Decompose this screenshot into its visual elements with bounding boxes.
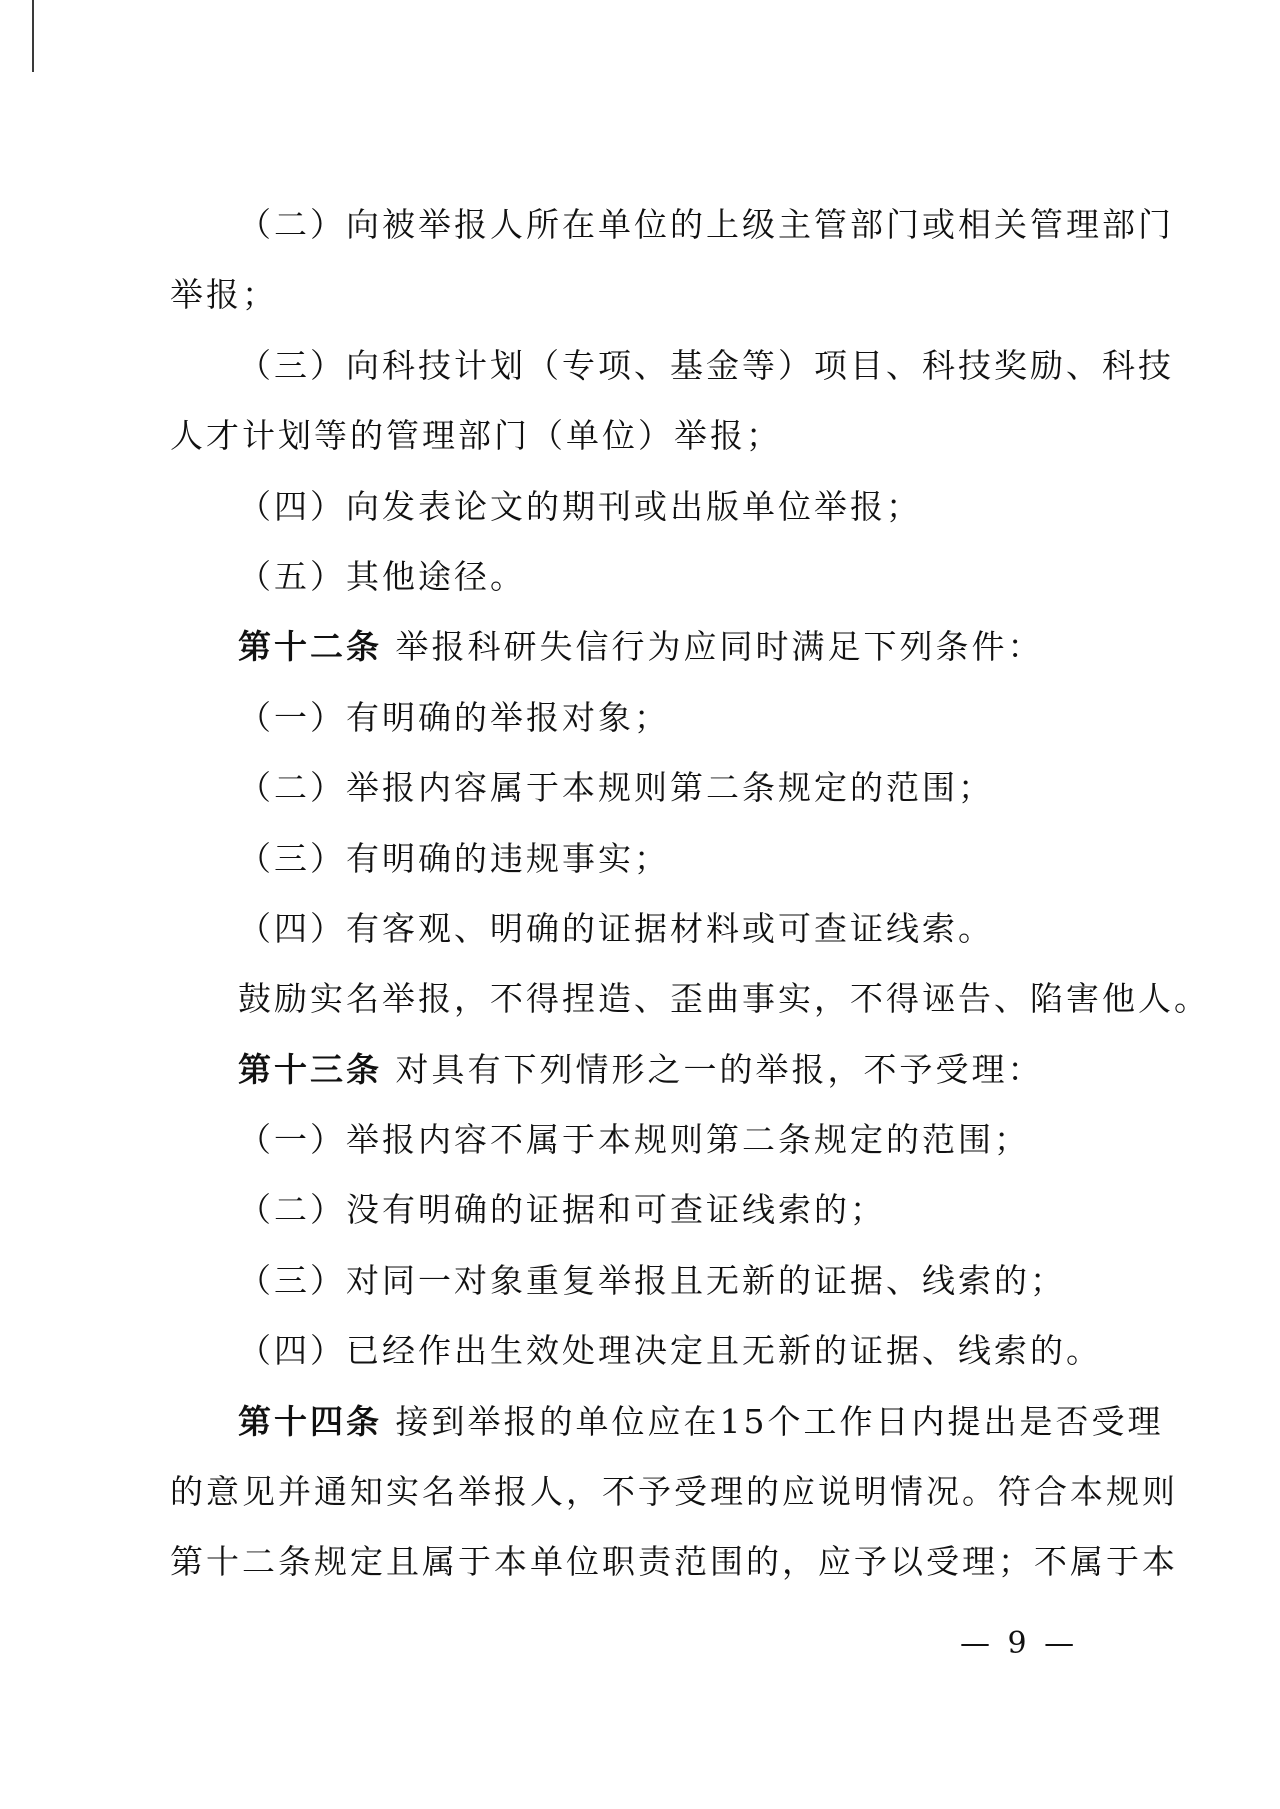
scan-edge-mark (32, 0, 34, 72)
line-text: （二）没有明确的证据和可查证线索的； (238, 1190, 886, 1230)
paragraph-line (170, 1175, 1120, 1245)
line-text: 第十二条规定且属于本单位职责范围的，应予以受理；不属于本 (170, 1542, 1178, 1582)
line-text: （三）向科技计划（专项、基金等）项目、科技奖励、科技 (238, 345, 1174, 385)
article-number: 第十二条 (238, 627, 382, 667)
paragraph-line (170, 331, 1174, 401)
paragraph-line (170, 1316, 1120, 1386)
paragraph-line (170, 894, 1120, 964)
line-text: 举报科研失信行为应同时满足下列条件： (395, 627, 1044, 667)
paragraph-line (170, 472, 1120, 542)
paragraph-line (170, 260, 1120, 330)
article-heading-line (170, 1387, 1164, 1457)
paragraph-line (170, 1105, 1120, 1175)
line-text: （三）有明确的违规事实； (238, 838, 670, 878)
line-text: 接到举报的单位应在15个工作日内提出是否受理 (395, 1401, 1164, 1441)
paragraph-line (170, 824, 1120, 894)
document-body (170, 190, 1210, 1598)
page-number: — 9 — (960, 1626, 1079, 1661)
line-text: 举报； (170, 275, 278, 315)
line-text: 对具有下列情形之一的举报，不予受理： (395, 1049, 1044, 1089)
paragraph-line (170, 683, 1120, 753)
article-heading-line (170, 1035, 1120, 1105)
paragraph-line (170, 1527, 1178, 1597)
line-text: （一）有明确的举报对象； (238, 697, 670, 737)
line-text: 人才计划等的管理部门（单位）举报； (170, 416, 782, 456)
article-number: 第十三条 (238, 1049, 382, 1089)
line-text: （二）向被举报人所在单位的上级主管部门或相关管理部门 (238, 205, 1174, 244)
paragraph-line (170, 401, 1120, 471)
line-text: 的意见并通知实名举报人，不予受理的应说明情况。符合本规则 (170, 1472, 1178, 1512)
line-text: （四）已经作出生效处理决定且无新的证据、线索的。 (238, 1331, 1102, 1371)
line-text: （三）对同一对象重复举报且无新的证据、线索的； (238, 1260, 1066, 1300)
article-heading-line (170, 612, 1120, 682)
paragraph-line (170, 1246, 1120, 1316)
line-text: （二）举报内容属于本规则第二条规定的范围； (238, 768, 994, 808)
paragraph-line (170, 753, 1120, 823)
line-text: 鼓励实名举报，不得捏造、歪曲事实，不得诬告、陷害他人。 (238, 979, 1210, 1019)
line-text: （一）举报内容不属于本规则第二条规定的范围； (238, 1120, 1030, 1160)
line-text: （四）有客观、明确的证据材料或可查证线索。 (238, 908, 994, 948)
line-text: （五）其他途径。 (238, 556, 526, 596)
paragraph-line (170, 190, 1174, 260)
article-number: 第十四条 (238, 1401, 382, 1441)
paragraph-line (170, 542, 1120, 612)
paragraph-line (170, 964, 1210, 1034)
paragraph-line (170, 1457, 1178, 1527)
line-text: （四）向发表论文的期刊或出版单位举报； (238, 486, 922, 526)
